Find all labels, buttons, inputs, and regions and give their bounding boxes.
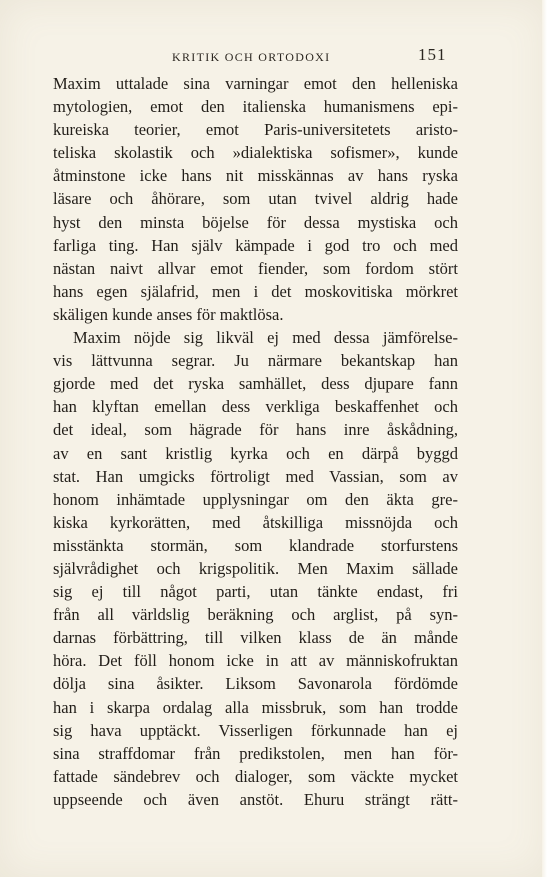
- text-line: teliska skolastik och »dialektiska sofismer», kunde: [53, 143, 458, 163]
- text-line: åtminstone icke hans nit misskännas av hans ryska: [53, 166, 458, 186]
- text-line: fattade sändebrev och dialoger, som väckte mycket: [53, 766, 458, 786]
- text-line: från all världslig beräkning och arglist, på syn-: [53, 605, 458, 625]
- text-line: kureiska teorier, emot Paris-universitetets aristo-: [53, 120, 458, 140]
- text-line: läsare och åhörare, som utan tvivel aldrig hade: [53, 189, 458, 209]
- text-line: han i skarpa ordalag alla missbruk, som han trodde: [53, 697, 458, 717]
- page-number: 151: [418, 45, 447, 64]
- text-line: mytologien, emot den italienska humanismens epi-: [53, 97, 458, 117]
- text-line: hans egen själafrid, men i det moskovitiska mörkret: [53, 281, 458, 301]
- text-line: han klyftan emellan dess verkliga beskaffenhet och: [53, 397, 458, 417]
- text-line: darnas förbättring, till vilken klass de än månde: [53, 628, 458, 648]
- text-line: vis lättvunna segrar. Ju närmare bekantskap han: [53, 351, 458, 371]
- text-line: stat. Han umgicks förtroligt med Vassian, som av: [53, 466, 458, 486]
- text-line: höra. Det föll honom icke in att av människofruktan: [53, 651, 458, 671]
- text-line: det ideal, som hägrade för hans inre åskådning,: [53, 420, 458, 440]
- text-line: uppseende och även anstöt. Ehuru strängt rätt-: [53, 789, 458, 809]
- text-line: farliga ting. Han själv kämpade i god tro och med: [53, 235, 458, 255]
- text-line: skäligen kunde anses för maktlösa.: [53, 304, 284, 324]
- paragraph: [53, 72, 458, 326]
- text-line: misstänkta stormän, som klandrade storfurstens: [53, 535, 458, 555]
- text-line: självrådighet och krigspolitik. Men Maxim sällade: [53, 558, 458, 578]
- paragraph: [53, 326, 458, 811]
- text-line: av en sant kristlig kyrka och en därpå byggd: [53, 443, 458, 463]
- running-head: KRITIK OCH ORTODOXI: [172, 50, 331, 64]
- text-line: hyst den minsta böjelse för dessa mystiska och: [53, 212, 458, 232]
- text-line: honom inhämtade upplysningar om den äkta gre-: [53, 489, 458, 509]
- page-edge: [542, 0, 547, 877]
- text-line: sig ej till något parti, utan tänkte endast, fri: [53, 582, 458, 602]
- text-line: nästan naivt allvar emot fiender, som fordom stört: [53, 258, 458, 278]
- text-line: gjorde med det ryska samhället, dess djupare fann: [53, 374, 458, 394]
- text-line: Maxim nöjde sig likväl ej med dessa jämförelse-: [73, 328, 458, 348]
- text-line: Maxim uttalade sina varningar emot den helleniska: [53, 74, 458, 93]
- text-line: dölja sina åsikter. Liksom Savonarola fördömde: [53, 674, 458, 694]
- text-line: sig hava upptäckt. Visserligen förkunnade han ej: [53, 720, 458, 740]
- body-text: [53, 72, 458, 811]
- text-line: sina straffdomar från predikstolen, men han för-: [53, 743, 458, 763]
- text-line: kiska kyrkorätten, med åtskilliga missnöjda och: [53, 512, 458, 532]
